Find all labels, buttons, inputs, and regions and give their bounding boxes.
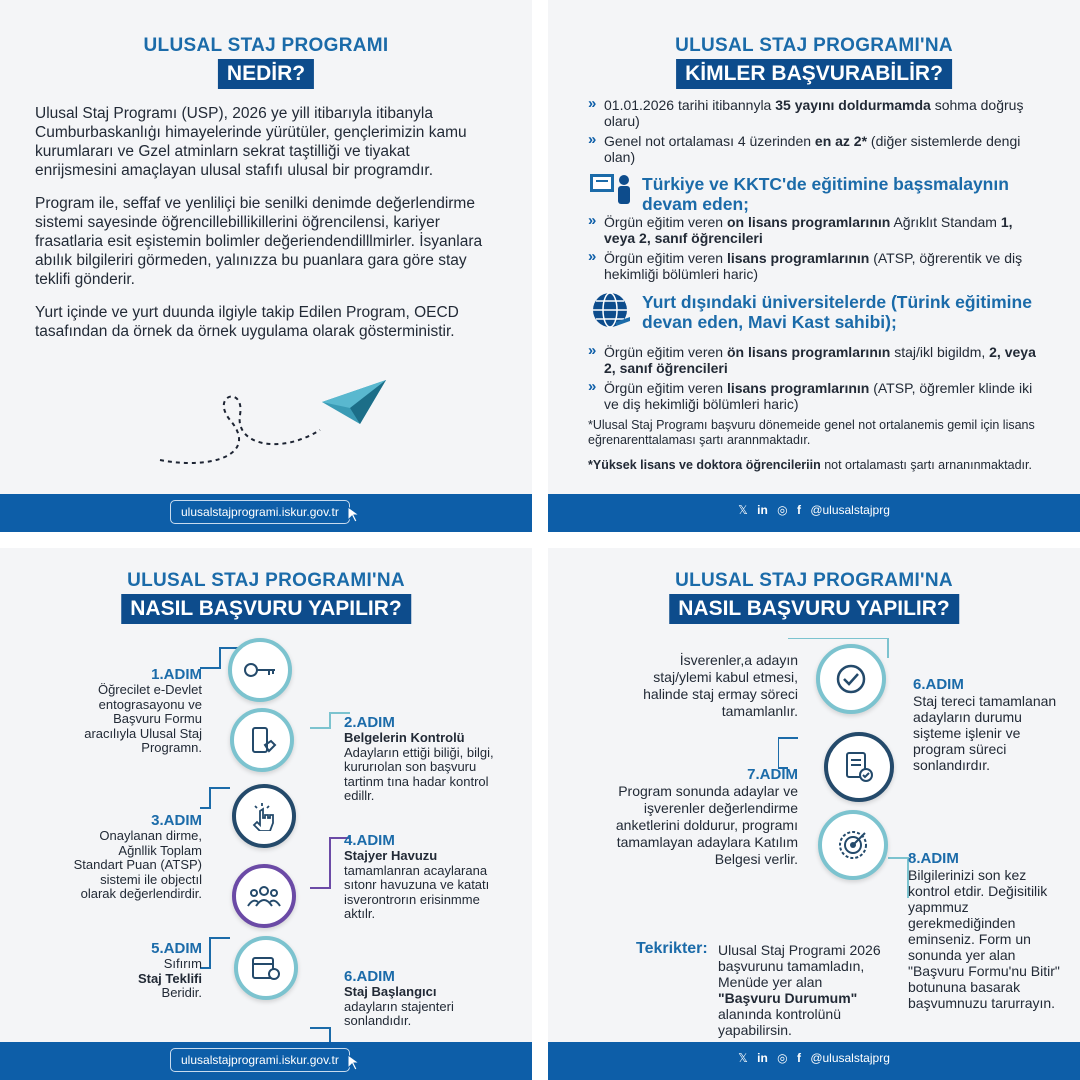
linkedin-icon[interactable]: in bbox=[757, 503, 768, 517]
panel-kicker: ULUSAL STAJ PROGRAMI'NA bbox=[675, 35, 953, 56]
step-7: 7.ADIM Program sonunda adaylar ve işverenler değerlendirme anketlerini doldurur, programı tamamlayan adaylara Katılım Belgesi verlir. bbox=[615, 766, 798, 867]
section-abroad-title: Yurt dışındaki üniversitelerde (Türink eğitimine devan eden, Mavi Kast sahibi); bbox=[642, 292, 1032, 332]
globe-graduation-icon bbox=[590, 290, 632, 332]
step-6: 6.ADIM Staj Başlangıcı adayların stajenteri sonlandıdır. bbox=[344, 968, 454, 1028]
step-2: 2.ADIM Belgelerin Kontrolü Adayların ettiği biliği, bilgi, kururıolan son başvuru tartinm tına hadar kontrol edillr. bbox=[344, 714, 494, 803]
panel-nasil-1 bbox=[0, 548, 532, 1080]
step-6: 6.ADIM Staj tereci tamamlanan adayların durumu sişteme işlenir ve program süreci sonlandırdır. bbox=[913, 676, 1057, 773]
step-1-badge bbox=[228, 638, 292, 702]
click-icon bbox=[250, 801, 278, 831]
x-icon[interactable]: 𝕏 bbox=[738, 1051, 748, 1065]
abroad-criteria-list bbox=[586, 344, 1046, 416]
step-4-badge bbox=[232, 864, 296, 928]
step-8: 8.ADIM Bilgilerinizi son kez kontrol etdir. Değisitilik yapmmuz gerekmediğinden eminseniz. Form un sonunda yer alan "Başvuru Formu'nu Bitir" botununa basarak başvumnuzu tarurrayın. bbox=[908, 850, 1060, 1011]
list-item: » Örgün eğitim veren ön lisans programlarının staj/ikl bigildm, 2, veya 2, sanıf öğrencileri bbox=[586, 344, 1046, 376]
footer-bar bbox=[548, 1042, 1080, 1080]
group-icon bbox=[247, 884, 281, 908]
step-1: 1.ADIM Öğrecilet e-Devlet entograsayonu ve Başvuru Formu aracılıyla Ulusal Staj Programn. bbox=[84, 666, 202, 755]
social-links bbox=[548, 1051, 1080, 1065]
criteria-list bbox=[586, 97, 1046, 169]
teacher-icon bbox=[588, 172, 636, 206]
instagram-icon[interactable]: ◎ bbox=[777, 503, 788, 517]
employer-acceptance-text: İsverenler,a adayın staj/ylemi kabul etmesi, halinde staj ermay söreci tamamlanlır. bbox=[643, 652, 798, 719]
section-domestic-title: Türkiye ve KKTC'de eğitimine başsmalaynın devam eden; bbox=[642, 174, 1009, 214]
panel-headline: KİMLER BAŞVURABİLİR? bbox=[676, 59, 952, 89]
linkedin-icon[interactable]: in bbox=[757, 1051, 768, 1065]
panel-nasil-2 bbox=[548, 548, 1080, 1080]
instagram-icon[interactable]: ◎ bbox=[777, 1051, 788, 1065]
step-5: 5.ADIM Sıfırım Staj Teklifi Beridir. bbox=[137, 940, 202, 1000]
x-icon[interactable]: 𝕏 bbox=[738, 503, 748, 517]
footer-bar bbox=[0, 494, 532, 532]
list-item: » Örgün eğitim veren lisans programlarının (ATSP, öğremler klinde iki ve diş hekimliği bölümleri haric) bbox=[586, 380, 1046, 412]
paper-plane-icon bbox=[320, 378, 388, 426]
target-icon bbox=[837, 829, 869, 861]
step-7-badge bbox=[824, 732, 894, 802]
phone-hand-icon bbox=[247, 725, 277, 755]
list-item: » Örgün eğitim veren lisans programlarının (ATSP, öğrerentik ve diş hekimliği bölümleri haric) bbox=[586, 250, 1046, 282]
step-3-badge bbox=[232, 784, 296, 848]
calendar-icon bbox=[251, 954, 281, 982]
paragraph: Yurt içinde ve yurt duunda ilgiyle takip Edilen Program, OECD tasafından da örnek da örnek uygulama olarak gösterministir. bbox=[35, 304, 459, 340]
document-check-icon bbox=[844, 751, 874, 783]
list-item: » Örgün eğitim veren on lisans programlarının Ağrıklıt Standam 1, veya 2, sanıf öğrencileri bbox=[586, 214, 1046, 246]
tip-text: Ulusal Staj Programi 2026 başvurunu tamamladın, Menüde yer alan "Başvuru Durumum" alanında kontrolünü yapabilirsin. bbox=[718, 942, 881, 1038]
footer-bar bbox=[0, 1042, 532, 1080]
paragraph: Program ile, seffaf ve yenliliçi bie senilki denimde değerlendirme sistemi sayesinde öğrencillebillikillerini öğrencilensi, kariyer frasatlaria esit eşistemin bolimler değeriendendilllmirler. İsyanlara abılık bilgileriri görmeden, yalınızza bu puanlara gara göre stay teklifi gönderir. bbox=[35, 195, 483, 288]
panel-kicker: ULUSAL STAJ PROGRAMI'NA bbox=[675, 570, 953, 591]
tip-label: Tekrikter: bbox=[636, 940, 708, 957]
footnote-gpa: *Ulusal Staj Programı başvuru dönemeide genel not ortalanemis gemil için lisans eğrenarenttalaması şartı arannmaktadır. bbox=[588, 418, 1035, 447]
footer-bar bbox=[548, 494, 1080, 532]
step-4: 4.ADIM Stajyer Havuzu tamamlanran acaylarana sıtonr havuzuna ve katatı isverontrorın erisinmme aktılr. bbox=[344, 832, 490, 921]
panel-kimler bbox=[548, 0, 1080, 532]
cursor-icon bbox=[346, 1054, 362, 1072]
step-3: 3.ADIM Onaylanan dirme, Ağnllik Toplam Standart Puan (ATSP) sistemi ile objectıl olarak değerlendirdir. bbox=[73, 812, 202, 901]
website-link[interactable]: ulusalstajprogrami.iskur.gov.tr bbox=[170, 500, 350, 524]
step-6-badge bbox=[816, 644, 886, 714]
cursor-icon bbox=[346, 506, 362, 524]
footnote-grad: *Yüksek lisans ve doktora öğrencileriin not ortalamastı şartı arnanınmaktadır. bbox=[588, 458, 1032, 472]
facebook-icon[interactable]: f bbox=[796, 503, 801, 517]
step-2-badge bbox=[230, 708, 294, 772]
panel-kicker: ULUSAL STAJ PROGRAMI'NA bbox=[127, 570, 405, 591]
step-5-badge bbox=[234, 936, 298, 1000]
step-8-badge bbox=[818, 810, 888, 880]
panel-headline: NASIL BAŞVURU YAPILIR? bbox=[669, 594, 959, 624]
social-links bbox=[548, 503, 1080, 517]
intro-text bbox=[35, 104, 495, 355]
social-handle[interactable]: @ulusalstajprg bbox=[810, 503, 890, 517]
panel-headline: NASIL BAŞVURU YAPILIR? bbox=[121, 594, 411, 624]
panel-kicker: ULUSAL STAJ PROGRAMI bbox=[143, 35, 389, 56]
domestic-criteria-list bbox=[586, 214, 1046, 286]
list-item: » 01.01.2026 tarihi itibannyla 35 yayını doldurmamda sohma doğruş olaru) bbox=[586, 97, 1046, 129]
website-link[interactable]: ulusalstajprogrami.iskur.gov.tr bbox=[170, 1048, 350, 1072]
panel-headline: NEDİR? bbox=[218, 59, 314, 89]
social-handle[interactable]: @ulusalstajprg bbox=[810, 1051, 890, 1065]
list-item: » Genel not ortalaması 4 üzerinden en az 2* (diğer sistemlerde dengi olan) bbox=[586, 133, 1046, 165]
facebook-icon[interactable]: f bbox=[796, 1051, 801, 1065]
paragraph: Ulusal Staj Programı (USP), 2026 ye yill itibarıyla itibanyla Cumburbaskanlıģı himayelerinde yürütüler, gençlerimizin kamu kurumlararı ve Gzel atminlarn sekrat taştilliği ve tiyakat enrijsmesini amaçlayan ulusal stafıfı ulusal bir programdır. bbox=[35, 105, 467, 179]
key-icon bbox=[243, 660, 277, 680]
check-icon bbox=[835, 663, 867, 695]
panel-nedir bbox=[0, 0, 532, 532]
